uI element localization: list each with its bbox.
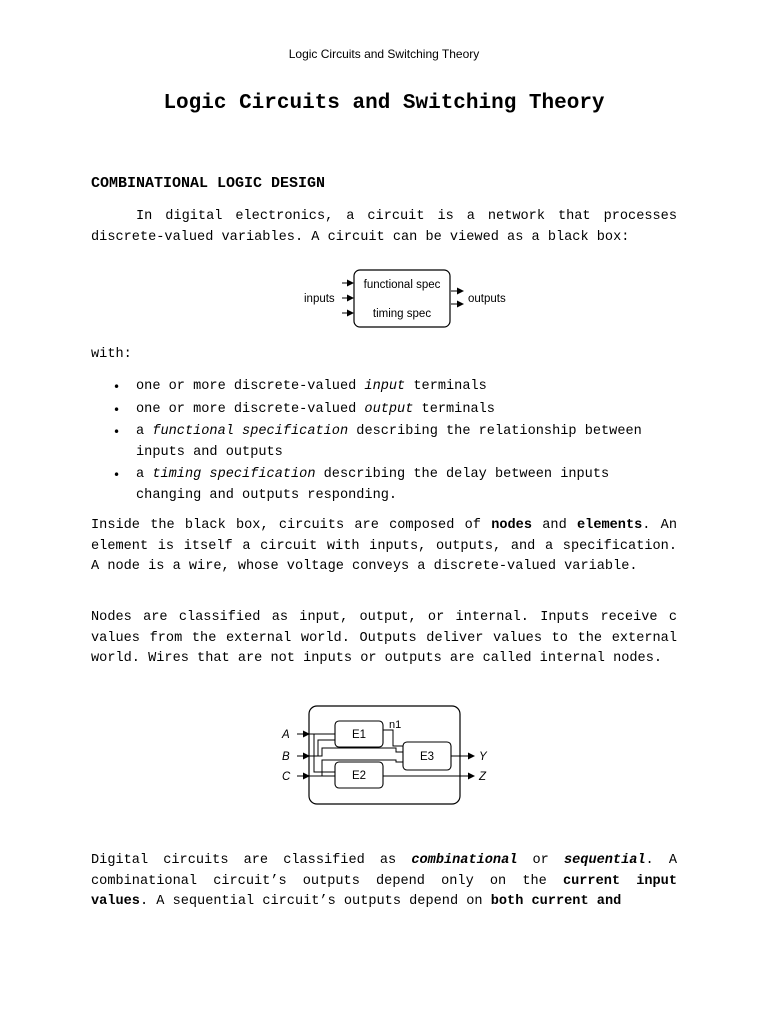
- bullet-icon: •: [113, 402, 121, 417]
- list-item: [91, 377, 677, 398]
- term-nodes: nodes: [491, 518, 532, 533]
- paragraph-text: or: [517, 853, 564, 868]
- paragraph-text: Digital circuits are classified as: [91, 853, 412, 868]
- with-label: with:: [91, 347, 132, 362]
- intro-paragraph: [91, 207, 677, 248]
- bullet-icon: •: [113, 425, 121, 439]
- paragraph-text: . An element is itself a circuit with inputs, outputs, and a specification. A node is a wire, whose voltage conveys a discrete-valued variable.: [91, 518, 677, 574]
- input-c-label: C: [282, 771, 291, 783]
- e3-label: E3: [419, 751, 435, 763]
- circuit-diagram: [278, 702, 493, 808]
- bullet-text: a: [136, 424, 153, 439]
- term-sequential: sequential: [563, 853, 646, 868]
- term-elements: elements: [577, 518, 643, 533]
- bullet-emphasis: input: [364, 379, 406, 394]
- bullet-icon: •: [113, 380, 121, 394]
- bullet-emphasis: output: [364, 401, 414, 417]
- input-a-label: A: [282, 729, 290, 741]
- inputs-label: inputs: [304, 293, 335, 305]
- e2-label: E2: [351, 770, 367, 782]
- input-b-label: B: [282, 751, 290, 763]
- bullet-text: one or more discrete-valued: [136, 379, 365, 394]
- black-box-diagram: [300, 266, 515, 332]
- bullet-text: terminals: [405, 379, 487, 394]
- term-both-current-and: both current and: [490, 894, 622, 909]
- paragraph-text: . A sequential circuit’s outputs depend on: [139, 894, 491, 909]
- page-title: Logic Circuits and Switching Theory: [163, 92, 605, 115]
- timing-spec-label: timing spec: [372, 308, 432, 320]
- term-combinational: combinational: [411, 853, 518, 868]
- bullet-text: a: [136, 467, 153, 482]
- bullet-emphasis: functional specification: [152, 424, 349, 439]
- bullet-text: describing the delay between inputs changing and outputs responding.: [136, 467, 610, 503]
- digital-circuits-paragraph: [91, 851, 677, 913]
- list-item: [91, 422, 677, 463]
- paragraph-text: Inside the black box, circuits are composed of: [91, 518, 492, 533]
- nodes-paragraph: [91, 516, 677, 578]
- n1-label: n1: [389, 719, 402, 731]
- bullet-text: terminals: [413, 401, 495, 417]
- e1-label: E1: [351, 729, 367, 741]
- bullet-text: one or more discrete-valued: [136, 401, 365, 417]
- output-y-label: Y: [479, 751, 487, 763]
- term-current-input-values: current input values: [91, 873, 677, 909]
- bullet-emphasis: timing specification: [152, 467, 316, 482]
- paragraph-text: . A combinational circuit’s outputs depend only on the: [91, 853, 677, 889]
- node-classes-paragraph: [91, 608, 677, 670]
- intro-text: In digital electronics, a circuit is a network that processes discrete-valued variables. A circuit can be viewed as a black box:: [91, 209, 677, 245]
- running-header: Logic Circuits and Switching Theory: [288, 47, 480, 61]
- functional-spec-label: functional spec: [363, 279, 441, 291]
- list-item: [91, 400, 677, 421]
- paragraph-text: and: [532, 518, 577, 533]
- paragraph-text: Nodes are classified as input, output, or internal. Inputs receive c values from the external world. Outputs deliver values to the external world. Wires that are not inputs or outputs are called internal nodes.: [91, 610, 677, 666]
- outputs-label: outputs: [468, 293, 506, 305]
- list-item: [91, 465, 677, 506]
- spec-bullet-list: [91, 377, 677, 508]
- bullet-icon: •: [113, 468, 121, 482]
- bullet-text: describing the relationship between inputs and outputs: [136, 424, 642, 460]
- section-heading: COMBINATIONAL LOGIC DESIGN: [91, 175, 326, 192]
- output-z-label: Z: [479, 771, 487, 783]
